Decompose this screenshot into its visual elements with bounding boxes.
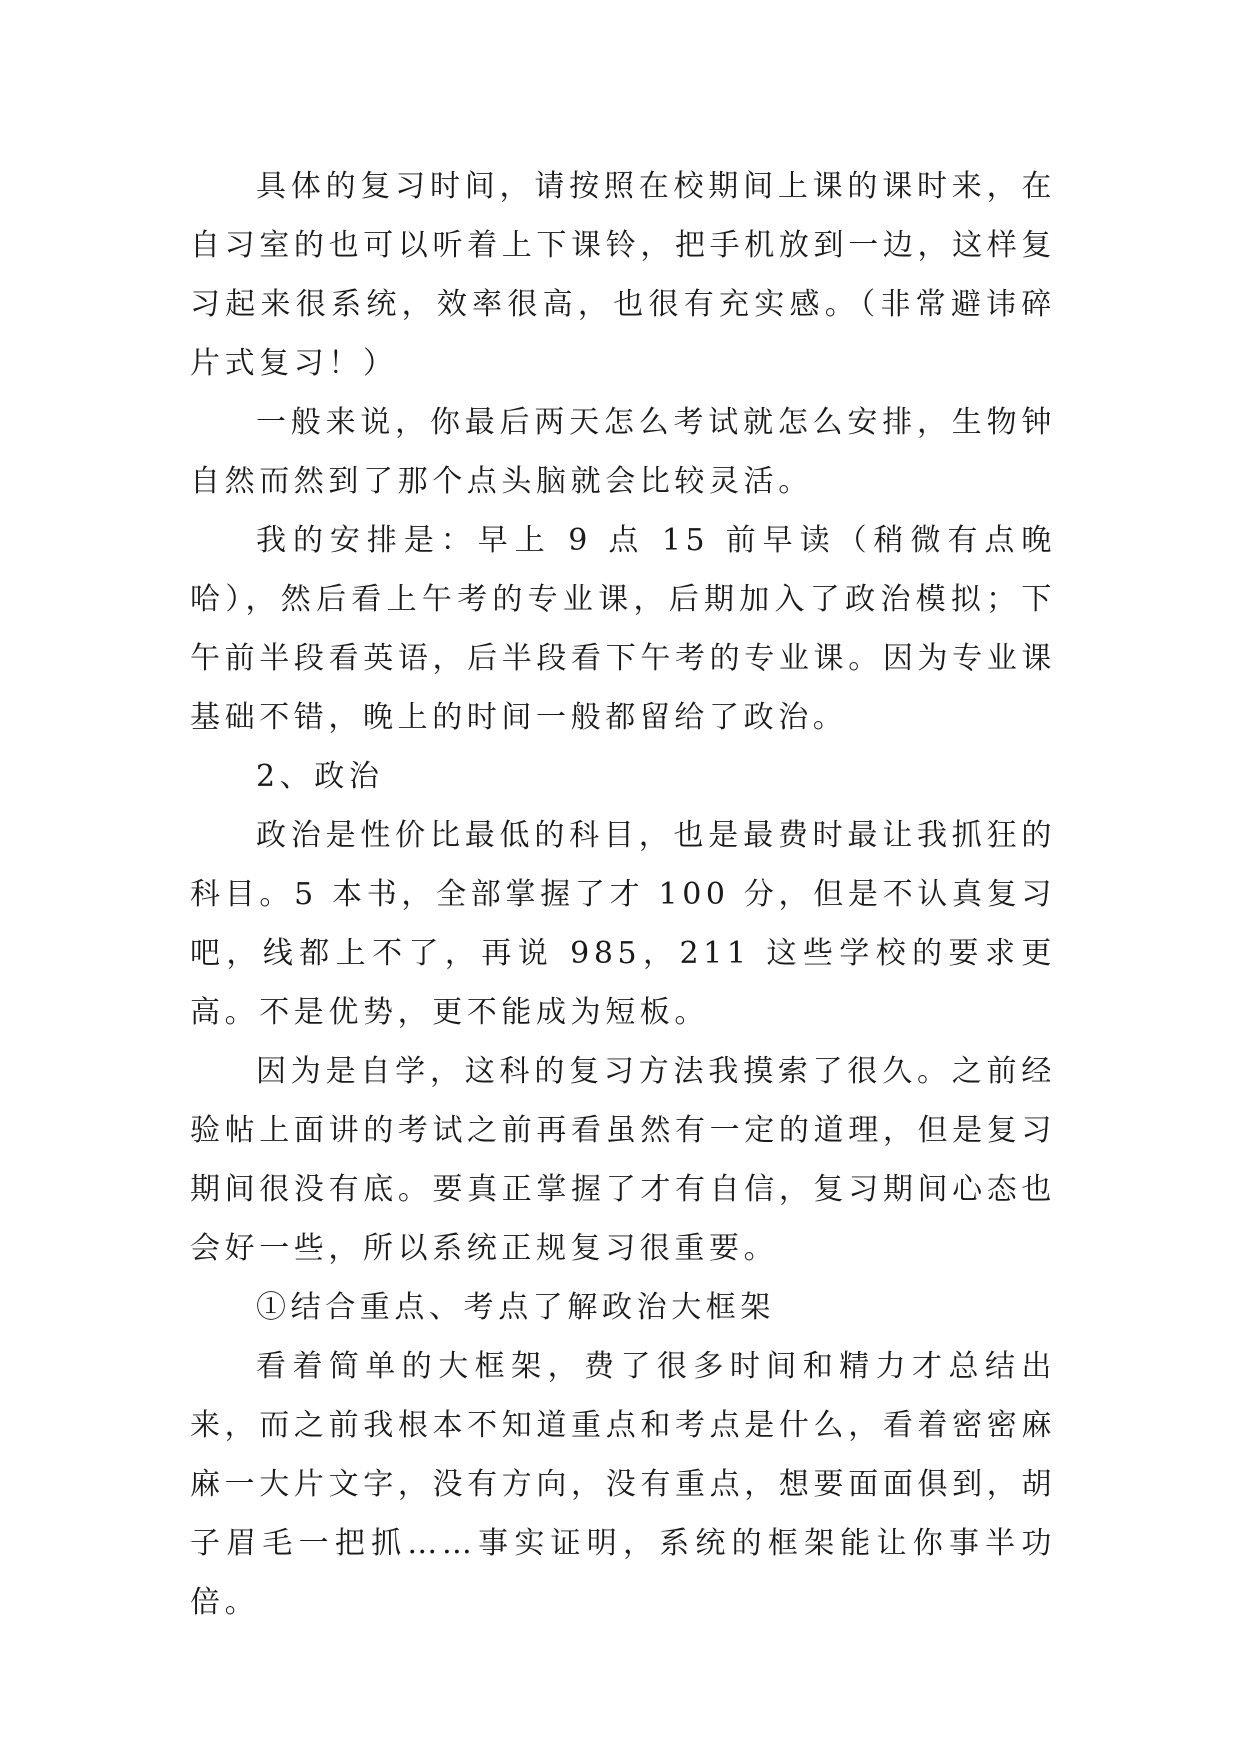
section-heading-politics: 2、政治 (256, 759, 384, 794)
paragraph-politics-intro: 政治是性价比最低的科目，也是最费时最让我抓狂的科目。5 本书，全部掌握了才 100 分，但是不认真复习吧，线都上不了，再说 985，211 这些学校的要求更高。不是优势，更不能成为短板。 (190, 818, 1056, 1030)
paragraph-framework-detail: 看着简单的大框架，费了很多时间和精力才总结出来，而之前我根本不知道重点和考点是什么，看着密密麻麻一大片文字，没有方向，没有重点，想要面面俱到，胡子眉毛一把抓……事实证明，系统的框架能让你事半功倍。 (190, 1349, 1056, 1620)
document-body (190, 157, 1056, 1632)
paragraph-daily-arrangement: 我的安排是：早上 9 点 15 前早读（稍微有点晚哈），然后看上午考的专业课，后期加入了政治模拟；下午前半段看英语，后半段看下午考的专业课。因为专业课基础不错，晚上的时间一般都留给了政治。 (190, 523, 1056, 735)
paragraph-exam-rhythm: 一般来说，你最后两天怎么考试就怎么安排，生物钟自然而然到了那个点头脑就会比较灵活。 (190, 405, 1056, 499)
paragraph-study-schedule: 具体的复习时间，请按照在校期间上课的课时来，在自习室的也可以听着上下课铃，把手机放到一边，这样复习起来很系统，效率很高，也很有充实感。（非常避讳碎片式复习！） (190, 169, 1056, 381)
paragraph-self-study-method: 因为是自学，这科的复习方法我摸索了很久。之前经验帖上面讲的考试之前再看虽然有一定的道理，但是复习期间很没有底。要真正掌握了才有自信，复习期间心态也会好一些，所以系统正规复习很重要。 (190, 1054, 1056, 1266)
subheading-framework: ①结合重点、考点了解政治大框架 (256, 1290, 775, 1325)
